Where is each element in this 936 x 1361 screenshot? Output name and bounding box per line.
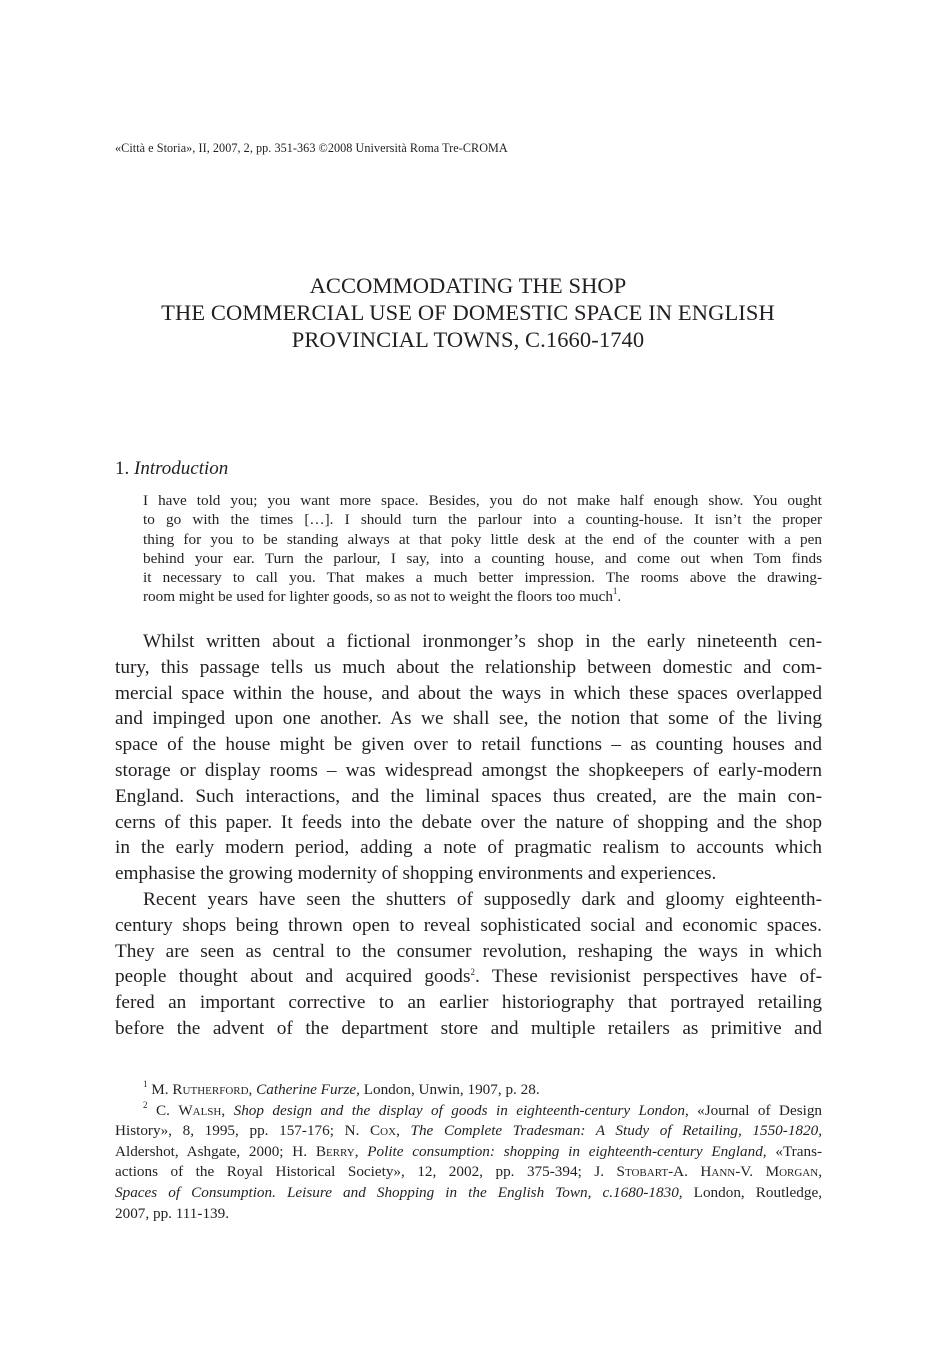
- body-line: cerns of this paper. It feeds into the debate over the nature of shopping and the shop: [115, 811, 822, 833]
- body-line: tury, this passage tells us much about the relationship between domestic and com-: [115, 656, 822, 678]
- footnote-2-line-4: [115, 1162, 822, 1183]
- body-line: storage or display rooms – was widespread amongst the shopkeepers of early-modern: [115, 759, 822, 781]
- work-title: Polite consumption: shopping in eighteenth-century England: [367, 1142, 763, 1160]
- body-line-text: people thought about and acquired goods: [115, 966, 471, 988]
- work-title: Spaces of Consumption. Leisure and Shopping in the English Town, c.1680-1830,: [115, 1183, 683, 1201]
- citation-rest: , «Journal of Design: [684, 1101, 823, 1119]
- footnote-2-line-6: 2007, pp. 111-139.: [115, 1204, 230, 1222]
- footnote-2-line-1: $^2$ C. Walsh, Shop design and the display of goods in eighteenth-century London, «Journal of Design: [143, 1099, 823, 1119]
- quote-line-last: [143, 587, 822, 606]
- footnotes: [115, 1080, 822, 1224]
- footnote-mark: 2: [143, 1099, 148, 1110]
- footnote-ref-2[interactable]: 2: [470, 967, 475, 978]
- body-line: mercial space within the house, and about the ways in which these spaces overlapped: [115, 682, 822, 704]
- citation-text: History», 8, 1995, pp. 157-176; N.: [115, 1122, 360, 1140]
- body-line: They are seen as central to the consumer revolution, reshaping the ways in which: [115, 940, 822, 962]
- quote-line-text: room might be used for lighter goods, so as not to weight the floors too much: [143, 588, 613, 606]
- author-name: Berry: [315, 1142, 355, 1160]
- author-name: Stobart-A. Hann-V. Morgan: [616, 1163, 819, 1181]
- title-line-3: PROVINCIAL TOWNS, C.1660-1740: [291, 327, 645, 352]
- work-title: The Complete Tradesman: A Study of Retailing, 1550-1820,: [410, 1122, 823, 1140]
- author-name: Walsh: [178, 1101, 222, 1119]
- section-heading: [115, 458, 228, 480]
- citation-rest: London, Routledge,: [693, 1183, 822, 1201]
- block-quote: [143, 491, 822, 607]
- section-name: Introduction: [134, 458, 229, 479]
- body-line-tail: . These revisionist perspectives have of-: [474, 966, 822, 988]
- article-title: [100, 272, 836, 353]
- running-head: «Città e Storia», II, 2007, 2, pp. 351-363 ©2008 Università Roma Tre-CROMA: [115, 141, 508, 155]
- footnote-2-line-5: [115, 1183, 822, 1204]
- quote-line: thing for you to be standing always at that poky little desk at the end of the counter with a pen: [143, 530, 822, 548]
- body-line: space of the house might be given over to retail functions – as counting houses and: [115, 734, 822, 756]
- work-title: Shop design and the display of goods in eighteenth-century London: [233, 1101, 685, 1119]
- quote-line: it necessary to call you. That makes a much better impression. The rooms above the drawing-: [143, 569, 822, 587]
- citation-text: Aldershot, Ashgate, 2000; H.: [115, 1142, 308, 1160]
- title-line-1: ACCOMMODATING THE SHOP: [309, 273, 627, 298]
- author-name: Cox: [370, 1122, 397, 1140]
- quote-line: to go with the times […]. I should turn the parlour into a counting-house. It isn’t the proper: [143, 511, 822, 529]
- body-line: emphasise the growing modernity of shopping environments and experiences.: [115, 863, 717, 885]
- quote-end-punct: .: [617, 588, 622, 606]
- footnote-1: $^1$ M. Rutherford, Catherine Furze, London, Unwin, 1907, p. 28.: [143, 1079, 540, 1098]
- citation-rest: London, Unwin, 1907, p. 28.: [363, 1081, 540, 1098]
- body-paragraphs: [115, 629, 822, 1042]
- body-line: century shops being thrown open to reveal sophisticated social and economic spaces.: [115, 914, 822, 936]
- citation-text: ,: [818, 1163, 822, 1181]
- body-line: England. Such interactions, and the liminal spaces thus created, are the main con-: [115, 785, 822, 807]
- author-initial: M.: [151, 1081, 169, 1098]
- footnote-2-line-2: History», 8, 1995, pp. 157-176; N. Cox, The Complete Tradesman: A Study of Retailing, 1550-1820,: [115, 1122, 823, 1140]
- body-line-with-ref: [115, 964, 822, 990]
- quote-line: behind your ear. Turn the parlour, I say, into a counting house, and come out when Tom finds: [143, 549, 822, 567]
- footnote-mark: 1: [143, 1079, 148, 1089]
- section-number: 1.: [115, 458, 130, 479]
- author-initial: C.: [155, 1101, 170, 1119]
- author-name: Rutherford: [172, 1081, 249, 1098]
- quote-line: I have told you; you want more space. Besides, you do not make half enough show. You ought: [143, 492, 822, 509]
- citation-rest: , «Trans-: [762, 1142, 823, 1160]
- body-line: fered an important corrective to an earlier historiography that portrayed retailing: [115, 992, 822, 1014]
- body-line: in the early modern period, adding a note of pragmatic realism to accounts which: [115, 837, 822, 859]
- footnote-2-line-3: Aldershot, Ashgate, 2000; H. Berry, Polite consumption: shopping in eighteenth-century England, «Trans-: [115, 1142, 823, 1160]
- work-title: Catherine Furze,: [256, 1081, 360, 1098]
- title-line-2: THE COMMERCIAL USE OF DOMESTIC SPACE IN ENGLISH: [161, 300, 775, 325]
- body-line: Recent years have seen the shutters of supposedly dark and gloomy eighteenth-: [143, 888, 822, 910]
- body-line: before the advent of the department store and multiple retailers as primitive and: [115, 1017, 822, 1039]
- body-line: and impinged upon one another. As we shall see, the notion that some of the living: [115, 708, 822, 730]
- citation-text: actions of the Royal Historical Society», 12, 2002, pp. 375-394; J.: [115, 1163, 605, 1181]
- footnote-ref-1[interactable]: 1: [612, 586, 618, 597]
- body-line: Whilst written about a fictional ironmonger’s shop in the early nineteenth cen-: [143, 631, 822, 652]
